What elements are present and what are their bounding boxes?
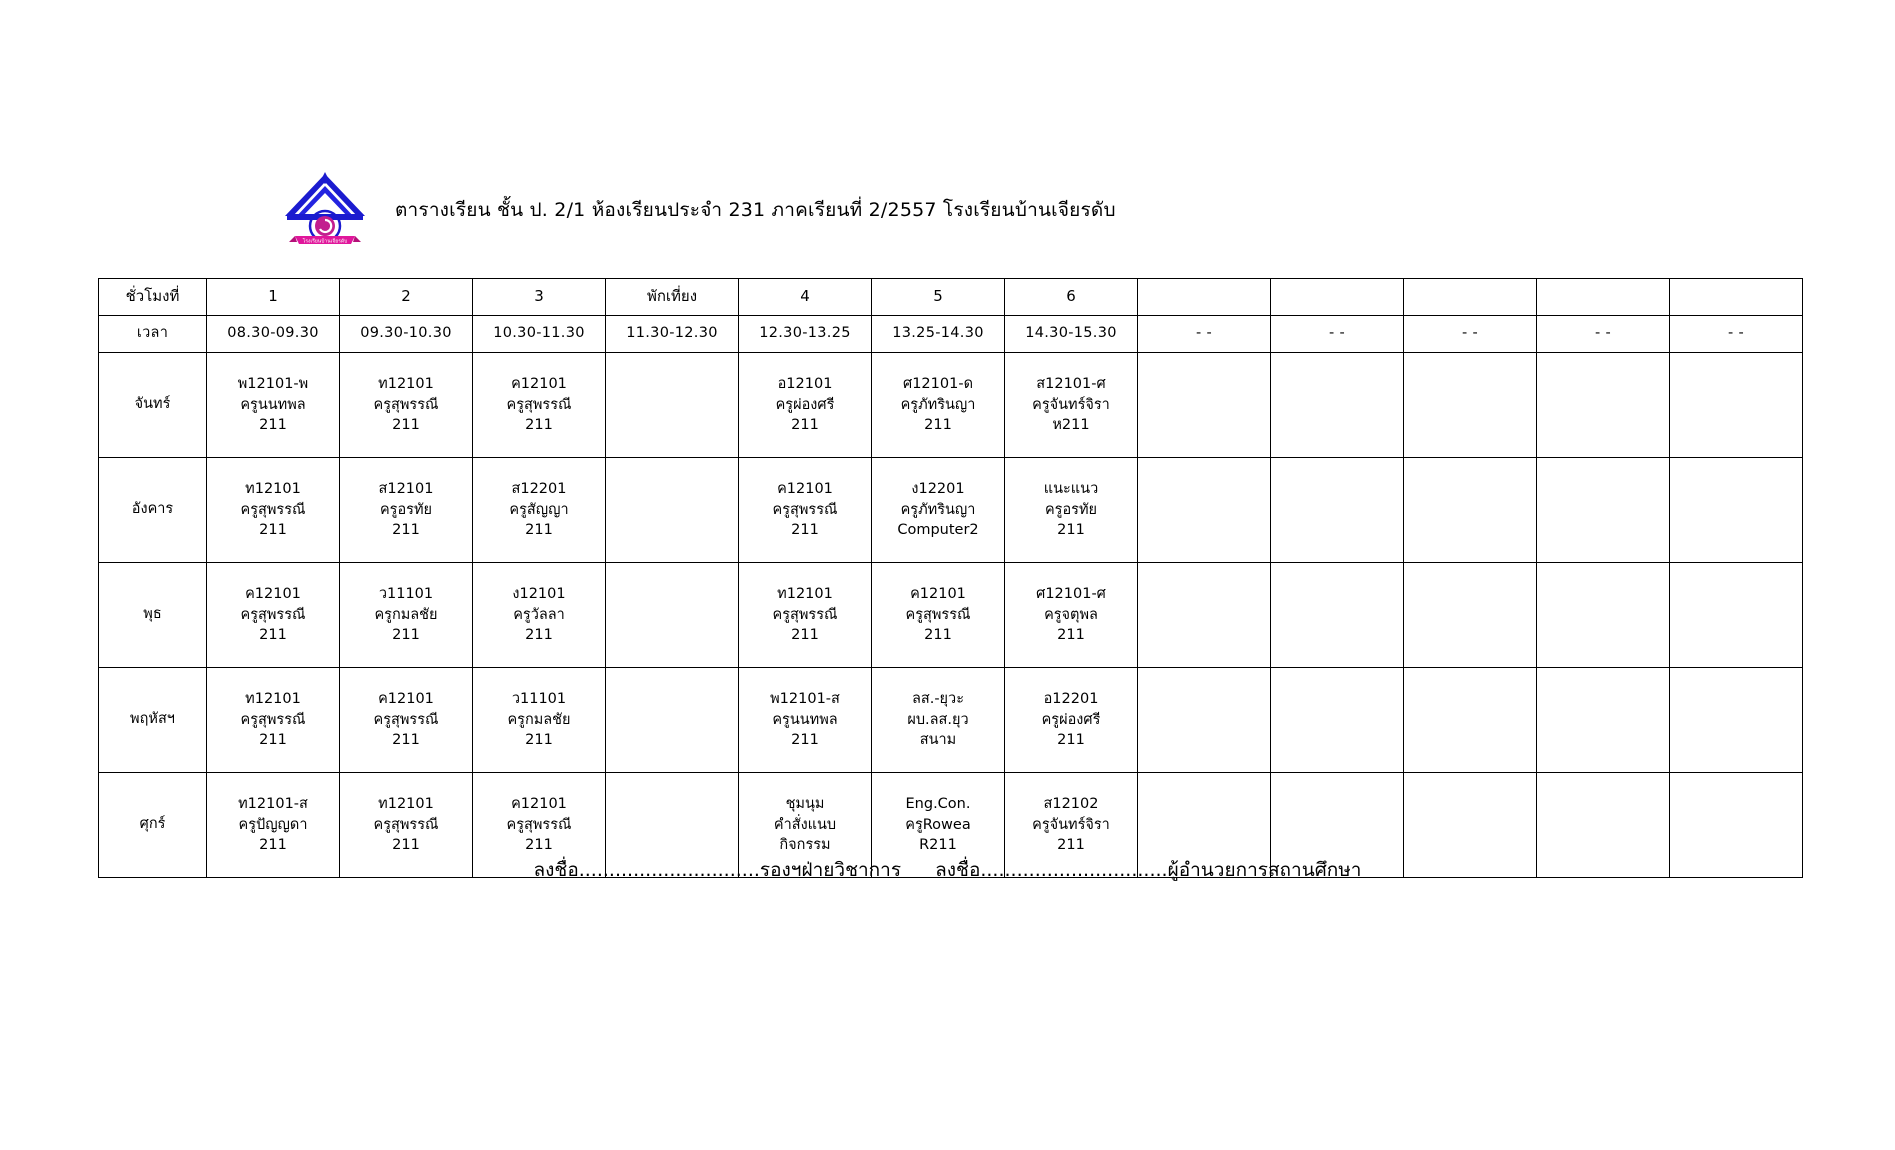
schedule-cell-line: ครูอรทัย xyxy=(379,501,433,518)
schedule-cell-lines xyxy=(606,458,738,562)
document-header xyxy=(265,175,1365,245)
schedule-cell-line: ค12101 xyxy=(511,796,567,813)
schedule-cell-lines xyxy=(1271,458,1403,562)
schedule-cell-line: แนะแนว xyxy=(1043,481,1099,498)
time-cell-7: - - xyxy=(1138,316,1271,353)
day-label: อังคาร xyxy=(99,458,207,563)
schedule-cell-line: ส12101-ศ xyxy=(1036,376,1106,393)
period-cell-11 xyxy=(1670,279,1803,316)
schedule-cell xyxy=(473,458,606,563)
schedule-cell-lines xyxy=(1404,668,1536,772)
schedule-cell-lines xyxy=(1005,458,1137,562)
table-row xyxy=(99,458,1803,563)
schedule-cell-lines xyxy=(1670,458,1802,562)
schedule-cell-line: ท12101 xyxy=(245,691,301,708)
period-cell-3: 3 xyxy=(473,279,606,316)
schedule-cell-line: ค12101 xyxy=(777,481,833,498)
schedule-cell-line: ครูปัญญดา xyxy=(238,816,308,833)
schedule-cell-lines xyxy=(739,563,871,667)
schedule-cell xyxy=(207,563,340,668)
schedule-cell-line: ลส.-ยุวะ xyxy=(911,691,964,708)
schedule-cell xyxy=(1138,458,1271,563)
schedule-cell-line: ว11101 xyxy=(511,691,567,708)
schedule-cell-lines xyxy=(1670,563,1802,667)
schedule-cell xyxy=(1537,563,1670,668)
schedule-cell-line: ศ12101-ศ xyxy=(1036,586,1106,603)
timetable xyxy=(98,278,1803,878)
table-row xyxy=(99,668,1803,773)
schedule-cell-lines xyxy=(1005,668,1137,772)
schedule-cell-lines xyxy=(1404,353,1536,457)
schedule-cell xyxy=(1670,563,1803,668)
schedule-cell xyxy=(1271,563,1404,668)
time-cell-9: - - xyxy=(1404,316,1537,353)
schedule-cell-lines xyxy=(207,353,339,457)
schedule-cell-lines xyxy=(606,353,738,457)
schedule-cell xyxy=(872,458,1005,563)
schedule-cell-line: 211 xyxy=(259,837,287,854)
schedule-cell xyxy=(1005,668,1138,773)
schedule-cell-line: 211 xyxy=(392,627,420,644)
schedule-cell-line: 211 xyxy=(525,732,553,749)
schedule-cell-lines xyxy=(606,563,738,667)
table-row xyxy=(99,353,1803,458)
schedule-cell-line: ส12101 xyxy=(378,481,434,498)
schedule-cell xyxy=(340,458,473,563)
schedule-cell-line: ครูสุพรรณี xyxy=(240,501,306,518)
schedule-cell-line: 211 xyxy=(791,627,819,644)
schedule-cell-line: 211 xyxy=(392,837,420,854)
schedule-cell-line: พ12101-พ xyxy=(237,376,309,393)
schedule-cell-lines xyxy=(340,563,472,667)
schedule-cell xyxy=(1670,353,1803,458)
schedule-cell-lines xyxy=(340,668,472,772)
schedule-cell xyxy=(1005,353,1138,458)
schedule-cell-line: ว11101 xyxy=(378,586,434,603)
schedule-cell xyxy=(1537,353,1670,458)
schedule-cell xyxy=(1404,668,1537,773)
schedule-cell xyxy=(340,353,473,458)
time-header-row xyxy=(99,316,1803,353)
schedule-cell-lines xyxy=(872,353,1004,457)
schedule-cell-lines xyxy=(1271,668,1403,772)
schedule-cell-lines xyxy=(1138,563,1270,667)
schedule-cell xyxy=(872,563,1005,668)
table-row xyxy=(99,563,1803,668)
schedule-cell-line: ครูนนทพล xyxy=(772,711,838,728)
time-cell-6: 14.30-15.30 xyxy=(1005,316,1138,353)
schedule-cell xyxy=(606,458,739,563)
schedule-cell-line: 211 xyxy=(392,732,420,749)
schedule-cell-lines xyxy=(1005,563,1137,667)
schedule-cell-line: ครูสุพรรณี xyxy=(373,816,439,833)
schedule-cell-line: คำสั่งแนบ xyxy=(773,816,837,833)
schedule-cell xyxy=(606,353,739,458)
school-logo-icon xyxy=(265,170,385,250)
day-label: จันทร์ xyxy=(99,353,207,458)
schedule-cell xyxy=(1537,668,1670,773)
schedule-cell-line: ครูอรทัย xyxy=(1044,501,1098,518)
schedule-cell-lines xyxy=(606,668,738,772)
schedule-cell-line: 211 xyxy=(1057,522,1085,539)
schedule-cell-lines xyxy=(739,353,871,457)
schedule-cell-lines xyxy=(739,458,871,562)
schedule-cell-line: ครูภัทรินญา xyxy=(900,396,976,413)
period-cell-8 xyxy=(1271,279,1404,316)
schedule-cell-line: ครูสุพรรณี xyxy=(240,711,306,728)
schedule-cell-line: ครูจันทร์จิรา xyxy=(1032,816,1110,833)
time-cell-5: 13.25-14.30 xyxy=(872,316,1005,353)
time-cell-10: - - xyxy=(1537,316,1670,353)
schedule-cell-lines xyxy=(1005,353,1137,457)
schedule-cell-line: ท12101 xyxy=(777,586,833,603)
schedule-cell-line: ศ12101-ด xyxy=(903,376,973,393)
schedule-cell xyxy=(739,458,872,563)
time-cell-1: 08.30-09.30 xyxy=(207,316,340,353)
schedule-cell-line: 211 xyxy=(259,417,287,434)
schedule-cell-line: 211 xyxy=(525,522,553,539)
schedule-cell xyxy=(872,353,1005,458)
schedule-cell-line: 211 xyxy=(525,837,553,854)
time-cell-2: 09.30-10.30 xyxy=(340,316,473,353)
signature-academic: ลงชื่อ..............................รองฯฝ่ายวิชาการ xyxy=(533,859,902,881)
schedule-cell-line: Eng.Con. xyxy=(905,796,971,813)
period-cell-5: 5 xyxy=(872,279,1005,316)
schedule-cell-line: ครูสุพรรณี xyxy=(506,816,572,833)
schedule-cell xyxy=(207,458,340,563)
schedule-cell-line: 211 xyxy=(259,627,287,644)
schedule-cell-line: 211 xyxy=(525,417,553,434)
schedule-cell-line: ครูภัทรินญา xyxy=(900,501,976,518)
schedule-cell-line: อ12201 xyxy=(1043,691,1099,708)
schedule-cell-lines xyxy=(1537,668,1669,772)
schedule-cell-line: ครูนนทพล xyxy=(240,396,306,413)
schedule-cell-line: ครูสุพรรณี xyxy=(240,606,306,623)
time-cell-4: 12.30-13.25 xyxy=(739,316,872,353)
schedule-cell-line: ครูสุพรรณี xyxy=(373,711,439,728)
schedule-cell-line: 211 xyxy=(392,522,420,539)
schedule-cell-line: ครูสุพรรณี xyxy=(506,396,572,413)
period-header-label: ชั่วโมงที่ xyxy=(99,279,207,316)
period-cell-9 xyxy=(1404,279,1537,316)
schedule-cell-line: ท12101 xyxy=(378,796,434,813)
schedule-cell xyxy=(739,353,872,458)
schedule-cell xyxy=(1138,668,1271,773)
time-cell-11: - - xyxy=(1670,316,1803,353)
schedule-cell-line: ครูสุพรรณี xyxy=(905,606,971,623)
period-cell-6: 6 xyxy=(1005,279,1138,316)
schedule-cell-line: ท12101 xyxy=(245,481,301,498)
schedule-cell-lines xyxy=(1537,353,1669,457)
schedule-cell-line: ครูวัลลา xyxy=(513,606,565,623)
schedule-cell-line: 211 xyxy=(1057,732,1085,749)
schedule-cell-line: ห211 xyxy=(1052,417,1090,434)
schedule-cell-lines xyxy=(1670,668,1802,772)
schedule-cell-line: ค12101 xyxy=(245,586,301,603)
schedule-cell xyxy=(1537,458,1670,563)
schedule-cell-lines xyxy=(207,458,339,562)
signature-line xyxy=(0,855,1895,885)
schedule-cell-line: ครูสุพรรณี xyxy=(373,396,439,413)
schedule-cell-lines xyxy=(473,353,605,457)
schedule-cell-line: 211 xyxy=(791,417,819,434)
schedule-cell xyxy=(739,668,872,773)
schedule-cell-line: ครูจตุพล xyxy=(1044,606,1098,623)
day-label: ศุกร์ xyxy=(99,773,207,878)
schedule-cell-lines xyxy=(1404,458,1536,562)
schedule-cell-line: R211 xyxy=(919,837,957,854)
signature-director: ลงชื่อ...............................ผู้อำนวยการสถานศึกษา xyxy=(935,859,1362,881)
schedule-cell xyxy=(1138,353,1271,458)
schedule-cell xyxy=(1404,563,1537,668)
schedule-cell-line: ค12101 xyxy=(511,376,567,393)
schedule-cell-line: 211 xyxy=(1057,837,1085,854)
day-label: พุธ xyxy=(99,563,207,668)
schedule-cell xyxy=(1271,668,1404,773)
schedule-cell xyxy=(473,668,606,773)
schedule-cell-line: ครูสุพรรณี xyxy=(772,501,838,518)
schedule-cell-lines xyxy=(473,458,605,562)
schedule-cell-lines xyxy=(872,458,1004,562)
schedule-cell-line: ส12102 xyxy=(1043,796,1099,813)
schedule-cell-line: 211 xyxy=(791,522,819,539)
schedule-cell xyxy=(1271,353,1404,458)
schedule-cell-lines xyxy=(739,668,871,772)
schedule-cell-line: 211 xyxy=(924,417,952,434)
schedule-cell-line: พ12101-ส xyxy=(770,691,840,708)
schedule-cell-line: 211 xyxy=(259,732,287,749)
period-cell-lunch: พักเที่ยง xyxy=(606,279,739,316)
schedule-cell-lines xyxy=(1271,563,1403,667)
schedule-cell-lines xyxy=(1138,353,1270,457)
period-header-row xyxy=(99,279,1803,316)
schedule-cell-lines xyxy=(1537,458,1669,562)
schedule-cell-line: ครูผ่องศรี xyxy=(1041,711,1101,728)
schedule-cell-line: ท12101-ส xyxy=(238,796,308,813)
schedule-cell-line: ครูกมลชัย xyxy=(507,711,571,728)
schedule-cell xyxy=(606,563,739,668)
schedule-cell-line: ครูRowea xyxy=(905,816,971,833)
schedule-cell xyxy=(739,563,872,668)
schedule-cell xyxy=(1271,458,1404,563)
schedule-cell xyxy=(606,668,739,773)
period-cell-1: 1 xyxy=(207,279,340,316)
schedule-cell xyxy=(340,668,473,773)
schedule-cell-line: ผบ.ลส.ยุว xyxy=(907,711,969,728)
schedule-cell-line: ค12101 xyxy=(378,691,434,708)
day-label: พฤหัสฯ xyxy=(99,668,207,773)
schedule-cell-lines xyxy=(207,563,339,667)
schedule-cell-line: ครูสัญญา xyxy=(509,501,569,518)
timetable-container xyxy=(98,278,1798,878)
schedule-cell-lines xyxy=(473,668,605,772)
schedule-cell-line: 211 xyxy=(392,417,420,434)
period-cell-7 xyxy=(1138,279,1271,316)
schedule-cell-line: 211 xyxy=(259,522,287,539)
schedule-cell xyxy=(473,563,606,668)
schedule-cell-line: ชุมนุม xyxy=(785,796,825,813)
schedule-cell-line: อ12101 xyxy=(777,376,833,393)
schedule-cell-lines xyxy=(207,668,339,772)
schedule-cell-line: ครูจันทร์จิรา xyxy=(1032,396,1110,413)
time-cell-lunch: 11.30-12.30 xyxy=(606,316,739,353)
schedule-cell xyxy=(340,563,473,668)
schedule-cell xyxy=(1404,353,1537,458)
schedule-cell-lines xyxy=(1670,353,1802,457)
schedule-cell-lines xyxy=(1404,563,1536,667)
schedule-cell-line: ส12201 xyxy=(511,481,567,498)
schedule-cell-line: ง12101 xyxy=(512,586,566,603)
schedule-cell xyxy=(1005,563,1138,668)
period-cell-4: 4 xyxy=(739,279,872,316)
schedule-cell-line: ครูกมลชัย xyxy=(374,606,438,623)
schedule-cell-lines xyxy=(872,563,1004,667)
schedule-cell xyxy=(207,668,340,773)
schedule-cell-line: 211 xyxy=(525,627,553,644)
schedule-cell-line: ครูผ่องศรี xyxy=(775,396,835,413)
schedule-cell-lines xyxy=(1537,563,1669,667)
schedule-cell-line: 211 xyxy=(924,627,952,644)
schedule-cell-lines xyxy=(1271,353,1403,457)
schedule-cell xyxy=(1005,458,1138,563)
time-cell-8: - - xyxy=(1271,316,1404,353)
time-cell-3: 10.30-11.30 xyxy=(473,316,606,353)
schedule-cell xyxy=(207,353,340,458)
schedule-cell-line: 211 xyxy=(1057,627,1085,644)
schedule-cell-lines xyxy=(340,353,472,457)
schedule-cell xyxy=(872,668,1005,773)
schedule-cell xyxy=(1404,458,1537,563)
page-title: ตารางเรียน ชั้น ป. 2/1 ห้องเรียนประจำ 231 ภาคเรียนที่ 2/2557 โรงเรียนบ้านเจียรดับ xyxy=(395,199,1116,221)
time-header-label: เวลา xyxy=(99,316,207,353)
schedule-cell-line: สนาม xyxy=(919,732,957,749)
schedule-cell-line: 211 xyxy=(791,732,819,749)
schedule-cell-line: Computer2 xyxy=(897,522,979,539)
period-cell-2: 2 xyxy=(340,279,473,316)
schedule-cell xyxy=(1138,563,1271,668)
schedule-cell-lines xyxy=(340,458,472,562)
schedule-cell-line: ท12101 xyxy=(378,376,434,393)
schedule-cell xyxy=(1670,458,1803,563)
period-cell-10 xyxy=(1537,279,1670,316)
schedule-cell-lines xyxy=(872,668,1004,772)
schedule-cell-line: ครูสุพรรณี xyxy=(772,606,838,623)
svg-text:โรงเรียนบ้านเจียรดับ: โรงเรียนบ้านเจียรดับ xyxy=(302,238,348,245)
schedule-cell-line: กิจกรรม xyxy=(779,837,831,854)
schedule-cell-line: ค12101 xyxy=(910,586,966,603)
schedule-cell xyxy=(473,353,606,458)
schedule-cell-lines xyxy=(473,563,605,667)
schedule-cell-line: ง12201 xyxy=(911,481,965,498)
schedule-cell xyxy=(1670,668,1803,773)
schedule-cell-lines xyxy=(1138,458,1270,562)
schedule-cell-lines xyxy=(1138,668,1270,772)
